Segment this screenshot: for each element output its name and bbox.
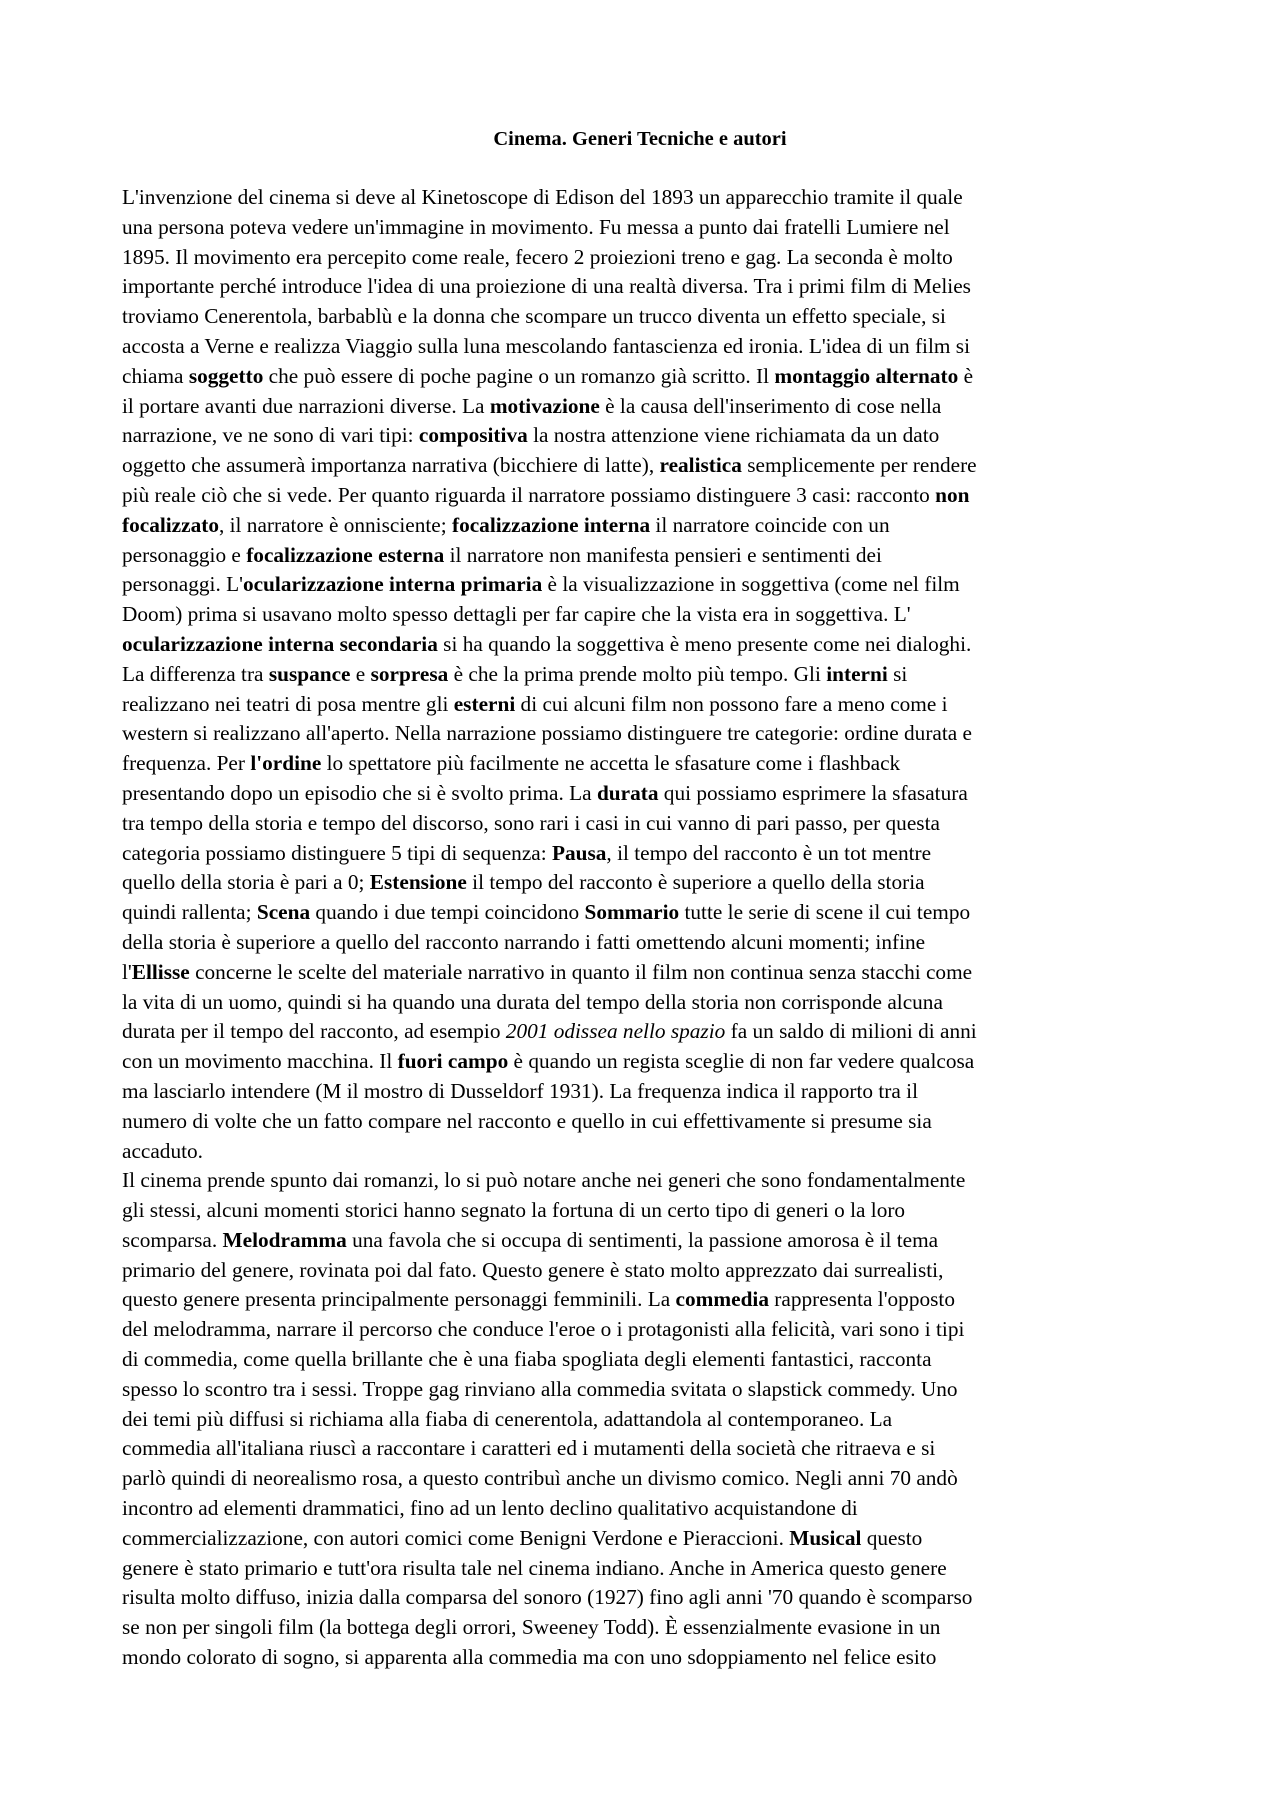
text-line bbox=[122, 1166, 1172, 1196]
text-line bbox=[122, 1583, 1172, 1613]
text-line bbox=[122, 421, 1172, 451]
text-run: , il narratore è onnisciente; bbox=[218, 512, 452, 537]
bold-term: durata bbox=[596, 780, 659, 805]
text-run: è bbox=[958, 363, 974, 388]
text-run: il narratore non manifesta pensieri e sentimenti dei bbox=[444, 542, 882, 567]
text-run: una persona poteva vedere un'immagine in movimento. Fu messa a punto dai fratelli Lumiere nel bbox=[122, 214, 950, 239]
text-run: qui possiamo esprimere la sfasatura bbox=[658, 780, 968, 805]
text-line bbox=[122, 958, 1172, 988]
text-run: risulta molto diffuso, inizia dalla comparsa del sonoro (1927) fino agli anni '70 quando è scomparso bbox=[122, 1585, 973, 1610]
bold-term: Sommario bbox=[584, 900, 680, 925]
paragraph bbox=[122, 1166, 1172, 1673]
text-line bbox=[122, 988, 1172, 1018]
bold-term: ocularizzazione interna secondaria bbox=[122, 631, 438, 656]
text-run: tra tempo della storia e tempo del discorso, sono rari i casi in cui vanno di pari passo, per questa bbox=[122, 810, 940, 835]
bold-term: Melodramma bbox=[222, 1227, 347, 1252]
text-run: mondo colorato di sogno, si apparenta alla commedia ma con uno sdoppiamento nel felice esito bbox=[122, 1645, 937, 1670]
text-line bbox=[122, 213, 1172, 243]
text-run: tutte le serie di scene il cui tempo bbox=[679, 900, 971, 925]
text-run: il narratore coincide con un bbox=[650, 512, 890, 537]
bold-term: esterni bbox=[453, 691, 516, 716]
text-run: oggetto che assumerà importanza narrativa (bicchiere di latte), bbox=[122, 453, 660, 478]
bold-term: realistica bbox=[659, 453, 742, 478]
text-line bbox=[122, 392, 1172, 422]
bold-term: sorpresa bbox=[370, 661, 449, 686]
text-line bbox=[122, 570, 1172, 600]
text-run: concerne le scelte del materiale narrativo in quanto il film non continua senza stacchi come bbox=[189, 959, 973, 984]
text-run: numero di volte che un fatto compare nel racconto e quello in cui effettivamente si presume sia bbox=[122, 1108, 932, 1133]
text-line bbox=[122, 1285, 1172, 1315]
text-run: di cui alcuni film non possono fare a meno come i bbox=[515, 691, 948, 716]
bold-term: fuori campo bbox=[397, 1049, 509, 1074]
text-line bbox=[122, 332, 1172, 362]
text-run: quello della storia è pari a 0; bbox=[122, 870, 370, 895]
document-body bbox=[122, 183, 1172, 1673]
text-line bbox=[122, 1196, 1172, 1226]
text-run: importante perché introduce l'idea di una proiezione di una realtà diversa. Tra i primi film di Melies bbox=[122, 274, 971, 299]
bold-term: focalizzato bbox=[122, 512, 219, 537]
bold-term: soggetto bbox=[188, 363, 264, 388]
text-line bbox=[122, 898, 1172, 928]
bold-term: Estensione bbox=[369, 870, 467, 895]
text-run: frequenza. Per bbox=[122, 751, 251, 776]
text-run: , il tempo del racconto è un tot mentre bbox=[606, 840, 932, 865]
text-line bbox=[122, 1613, 1172, 1643]
bold-term: compositiva bbox=[418, 423, 528, 448]
text-line bbox=[122, 451, 1172, 481]
text-run: che può essere di poche pagine o un romanzo già scritto. Il bbox=[263, 363, 775, 388]
text-run: è che la prima prende molto più tempo. Gli bbox=[448, 661, 827, 686]
text-run: troviamo Cenerentola, barbablù e la donna che scompare un trucco diventa un effetto speciale, si bbox=[122, 304, 946, 329]
text-run: accaduto. bbox=[122, 1138, 203, 1163]
text-run: fa un saldo di milioni di anni bbox=[725, 1019, 977, 1044]
text-line bbox=[122, 481, 1172, 511]
text-run: spesso lo scontro tra i sessi. Troppe gag rinviano alla commedia svitata o slapstick commedy. Uno bbox=[122, 1376, 958, 1401]
text-line bbox=[122, 272, 1172, 302]
text-line bbox=[122, 1524, 1172, 1554]
text-run: è la visualizzazione in soggettiva (come nel film bbox=[542, 572, 960, 597]
text-line bbox=[122, 660, 1172, 690]
paragraph bbox=[122, 183, 1172, 1166]
text-run: e bbox=[350, 661, 371, 686]
text-run: realizzano nei teatri di posa mentre gli bbox=[122, 691, 454, 716]
text-line bbox=[122, 362, 1172, 392]
text-run: si bbox=[887, 661, 908, 686]
text-run: l' bbox=[122, 959, 132, 984]
text-line bbox=[122, 1017, 1172, 1047]
text-line bbox=[122, 1077, 1172, 1107]
text-run: questo bbox=[861, 1525, 923, 1550]
text-run: commercializzazione, con autori comici come Benigni Verdone e Pieraccioni. bbox=[122, 1525, 790, 1550]
text-line bbox=[122, 1494, 1172, 1524]
bold-term: focalizzazione esterna bbox=[246, 542, 445, 567]
bold-term: suspance bbox=[268, 661, 351, 686]
text-line bbox=[122, 511, 1172, 541]
text-line bbox=[122, 809, 1172, 839]
text-run: western si realizzano all'aperto. Nella narrazione possiamo distinguere tre categorie: ordine durata e bbox=[122, 721, 973, 746]
text-line bbox=[122, 779, 1172, 809]
text-run: è quando un regista sceglie di non far vedere qualcosa bbox=[508, 1049, 975, 1074]
text-run: personaggi. L' bbox=[122, 572, 243, 597]
text-run: ma lasciarlo intendere (M il mostro di Dusseldorf 1931). La frequenza indica il rapporto tra il bbox=[122, 1078, 919, 1103]
text-line bbox=[122, 630, 1172, 660]
text-run: più reale ciò che si vede. Per quanto riguarda il narratore possiamo distinguere 3 casi: racconto bbox=[122, 482, 936, 507]
text-run: il tempo del racconto è superiore a quello della storia bbox=[466, 870, 925, 895]
bold-term: commedia bbox=[675, 1287, 769, 1312]
text-line bbox=[122, 1405, 1172, 1435]
text-run: genere è stato primario e tutt'ora risulta tale nel cinema indiano. Anche in America questo genere bbox=[122, 1555, 947, 1580]
text-run: questo genere presenta principalmente personaggi femminili. La bbox=[122, 1287, 676, 1312]
text-line bbox=[122, 1345, 1172, 1375]
text-line bbox=[122, 1047, 1172, 1077]
text-line bbox=[122, 183, 1172, 213]
italic-title: 2001 odissea nello spazio bbox=[505, 1019, 726, 1044]
text-run: una favola che si occupa di sentimenti, la passione amorosa è il tema bbox=[346, 1227, 939, 1252]
text-line bbox=[122, 1315, 1172, 1345]
text-line bbox=[122, 868, 1172, 898]
text-run: chiama bbox=[122, 363, 189, 388]
text-line bbox=[122, 1464, 1172, 1494]
text-run: 1895. Il movimento era percepito come reale, fecero 2 proiezioni treno e gag. La seconda è molto bbox=[122, 244, 953, 269]
bold-term: ocularizzazione interna primaria bbox=[242, 572, 543, 597]
text-run: Il cinema prende spunto dai romanzi, lo si può notare anche nei generi che sono fondamentalmente bbox=[122, 1168, 966, 1193]
bold-term: Pausa bbox=[551, 840, 607, 865]
text-run: La differenza tra bbox=[122, 661, 269, 686]
text-line bbox=[122, 541, 1172, 571]
text-run: durata per il tempo del racconto, ad esempio bbox=[122, 1019, 506, 1044]
bold-term: motivazione bbox=[489, 393, 600, 418]
text-run: lo spettatore più facilmente ne accetta le sfasature come i flashback bbox=[321, 751, 901, 776]
text-run: gli stessi, alcuni momenti storici hanno segnato la fortuna di un certo tipo di generi o la loro bbox=[122, 1198, 906, 1223]
bold-term: montaggio alternato bbox=[774, 363, 959, 388]
text-run: scomparsa. bbox=[122, 1227, 223, 1252]
text-run: con un movimento macchina. Il bbox=[122, 1049, 398, 1074]
text-line bbox=[122, 1226, 1172, 1256]
text-run: narrazione, ve ne sono di vari tipi: bbox=[122, 423, 419, 448]
bold-term: non bbox=[935, 482, 970, 507]
text-run: incontro ad elementi drammatici, fino ad un lento declino qualitativo acquistandone di bbox=[122, 1496, 858, 1521]
text-run: personaggio e bbox=[122, 542, 247, 567]
text-line bbox=[122, 302, 1172, 332]
text-run: si ha quando la soggettiva è meno presente come nei dialoghi. bbox=[437, 631, 972, 656]
text-run: la nostra attenzione viene richiamata da un dato bbox=[527, 423, 940, 448]
text-run: accosta a Verne e realizza Viaggio sulla luna mescolando fantascienza ed ironia. L'idea di un film si bbox=[122, 333, 970, 358]
text-run: semplicemente per rendere bbox=[741, 453, 977, 478]
text-line bbox=[122, 1375, 1172, 1405]
text-line bbox=[122, 1107, 1172, 1137]
text-run: del melodramma, narrare il percorso che conduce l'eroe o i protagonisti alla felicità, vari sono i tipi bbox=[122, 1317, 965, 1342]
bold-term: Musical bbox=[789, 1525, 862, 1550]
text-run: primario del genere, rovinata poi dal fato. Questo genere è stato molto apprezzato dai surrealisti, bbox=[122, 1257, 944, 1282]
text-line bbox=[122, 839, 1172, 869]
text-line bbox=[122, 749, 1172, 779]
text-run: della storia è superiore a quello del racconto narrando i fatti omettendo alcuni momenti; infine bbox=[122, 929, 926, 954]
document-title: Cinema. Generi Tecniche e autori bbox=[493, 128, 787, 150]
text-line bbox=[122, 928, 1172, 958]
text-line bbox=[122, 1256, 1172, 1286]
bold-term: Ellisse bbox=[131, 959, 190, 984]
text-run: commedia all'italiana riuscì a raccontare i caratteri ed i mutamenti della società che ritraeva e si bbox=[122, 1436, 936, 1461]
text-line bbox=[122, 243, 1172, 273]
bold-term: l'ordine bbox=[250, 751, 322, 776]
text-line bbox=[122, 1643, 1172, 1673]
bold-term: focalizzazione interna bbox=[451, 512, 651, 537]
text-run: la vita di un uomo, quindi si ha quando una durata del tempo della storia non corrisponde alcuna bbox=[122, 989, 943, 1014]
text-run: quando i due tempi coincidono bbox=[310, 900, 585, 925]
text-line bbox=[122, 690, 1172, 720]
text-line bbox=[122, 600, 1172, 630]
text-run: Doom) prima si usavano molto spesso dettagli per far capire che la vista era in soggettiva. L' bbox=[122, 602, 911, 627]
text-run: è la causa dell'inserimento di cose nella bbox=[599, 393, 942, 418]
bold-term: Scena bbox=[256, 900, 311, 925]
text-run: dei temi più diffusi si richiama alla fiaba di cenerentola, adattandola al contemporaneo. La bbox=[122, 1406, 893, 1431]
text-run: quindi rallenta; bbox=[122, 900, 257, 925]
text-run: il portare avanti due narrazioni diverse. La bbox=[122, 393, 490, 418]
text-line bbox=[122, 1554, 1172, 1584]
text-run: se non per singoli film (la bottega degli orrori, Sweeney Todd). È essenzialmente evasione in un bbox=[122, 1615, 941, 1640]
text-run: rappresenta l'opposto bbox=[768, 1287, 955, 1312]
bold-term: interni bbox=[826, 661, 888, 686]
text-run: L'invenzione del cinema si deve al Kinetoscope di Edison del 1893 un apparecchio tramite il quale bbox=[122, 185, 963, 209]
text-run: presentando dopo un episodio che si è svolto prima. La bbox=[122, 780, 597, 805]
text-run: di commedia, come quella brillante che è una fiaba spogliata degli elementi fantastici, racconta bbox=[122, 1347, 932, 1372]
text-run: categoria possiamo distinguere 5 tipi di sequenza: bbox=[122, 840, 552, 865]
text-run: parlò quindi di neorealismo rosa, a questo contribuì anche un divismo comico. Negli anni 70 andò bbox=[122, 1466, 958, 1491]
text-line bbox=[122, 1434, 1172, 1464]
text-line bbox=[122, 1137, 1172, 1167]
text-line bbox=[122, 719, 1172, 749]
